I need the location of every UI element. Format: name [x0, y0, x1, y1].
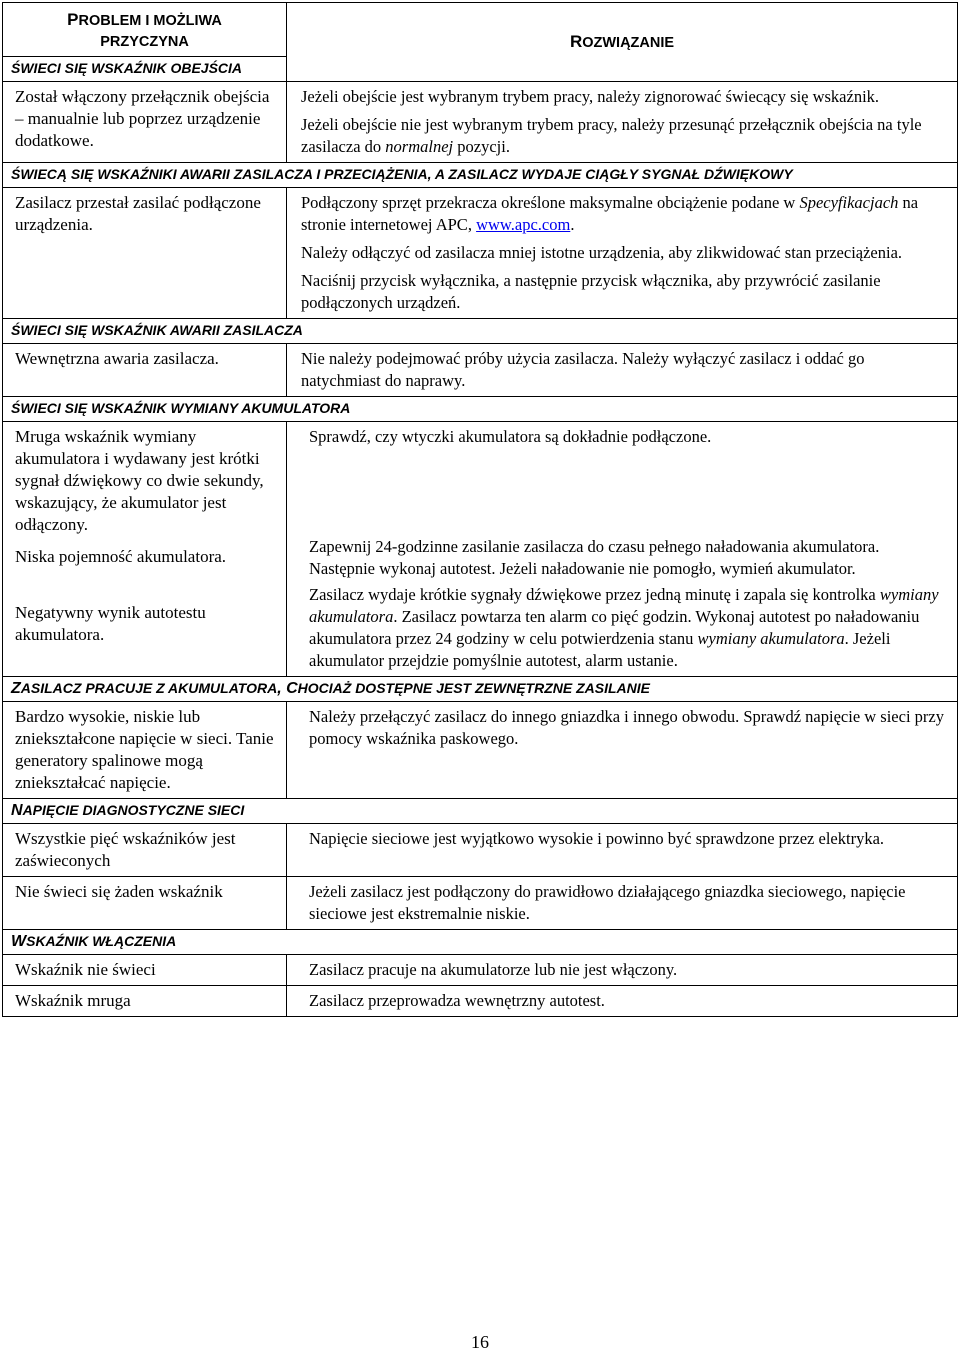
page-number: 16 [471, 1332, 489, 1352]
table-row [3, 82, 958, 163]
section-title-row [3, 163, 958, 188]
section-title-row [3, 799, 958, 824]
solution-cell: Sprawdź, czy wtyczki akumulatora są dokładnie podłączone. Zapewnij 24-godzinne zasilanie zasilacza do czasu pełnego naładowania akumulatora. Następnie wykonaj autotest. Jeżeli naładowanie nie pomogło, wymień akumulator. Zasilacz wydaje krótkie sygnały dźwiękowe przez jedną minutę i zapala się kontrolka wymiany akumulatora. Zasilacz powtarza ten alarm co pięć godzin. Wykonaj autotest po naładowaniu akumulatora przez 24 godziny w celu potwierdzenia stanu wymiany akumulatora. Jeżeli akumulator przejdzie pomyślnie autotest, alarm ustanie. [287, 422, 958, 677]
problem-cell: Wewnętrzna awaria zasilacza. [3, 344, 287, 397]
troubleshooting-table [2, 2, 958, 1017]
section-title-row [3, 319, 958, 344]
header-problem: PROBLEM I MOŻLIWA PRZYCZYNA [3, 3, 287, 57]
troubleshooting-page [2, 2, 957, 1017]
section-title-overload: ŚWIECĄ SIĘ WSKAŹNIKI AWARII ZASILACZA I PRZECIĄŻENIA, A ZASILACZ WYDAJE CIĄGŁY SYGNAŁ DŹWIĘKOWY [3, 163, 958, 188]
section-title-row [3, 397, 958, 422]
table-header-row [3, 3, 958, 57]
table-row [3, 344, 958, 397]
section-title-battery: ŚWIECI SIĘ WSKAŹNIK WYMIANY AKUMULATORA [3, 397, 958, 422]
problem-cell: Został włączony przełącznik obejścia – manualnie lub poprzez urządzenie dodatkowe. [3, 82, 287, 163]
solution-cell: Należy przełączyć zasilacz do innego gniazdka i innego obwodu. Sprawdź napięcie w sieci przy pomocy wskaźnika paskowego. [287, 702, 958, 799]
solution-cell: Zasilacz pracuje na akumulatorze lub nie jest włączony. [287, 955, 958, 986]
solution-cell: Napięcie sieciowe jest wyjątkowo wysokie i powinno być sprawdzone przez elektryka. [287, 824, 958, 877]
section-title-fault: ŚWIECI SIĘ WSKAŹNIK AWARII ZASILACZA [3, 319, 958, 344]
table-row [3, 877, 958, 930]
solution-cell: Nie należy podejmować próby użycia zasilacza. Należy wyłączyć zasilacz i oddać go natychmiast do naprawy. [287, 344, 958, 397]
table-row [3, 188, 958, 319]
solution-cell: Podłączony sprzęt przekracza określone maksymalne obciążenie podane w Specyfikacjach na stronie internetowej APC, www.apc.com. Należy odłączyć od zasilacza mniej istotne urządzenia, aby zlikwidować stan przeciążenia. Naciśnij przycisk wyłącznika, a następnie przycisk włącznika, aby przywrócić zasilanie podłączonych urządzeń. [287, 188, 958, 319]
section-title-row [3, 677, 958, 702]
table-row [3, 955, 958, 986]
table-row [3, 824, 958, 877]
apc-website-link[interactable]: www.apc.com [476, 215, 571, 234]
section-title-row [3, 930, 958, 955]
problem-cell: Bardzo wysokie, niskie lub zniekształcone napięcie w sieci. Tanie generatory spalinowe mogą zniekształcać napięcie. [3, 702, 287, 799]
problem-cell: Wszystkie pięć wskaźników jest zaświeconych [3, 824, 287, 877]
section-title-diagnostic: NAPIĘCIE DIAGNOSTYCZNE SIECI [3, 799, 958, 824]
problem-cell: Wskaźnik mruga [3, 986, 287, 1017]
problem-cell: Nie świeci się żaden wskaźnik [3, 877, 287, 930]
header-solution: ROZWIĄZANIE [287, 3, 958, 82]
table-row [3, 986, 958, 1017]
solution-cell: Zasilacz przeprowadza wewnętrzny autotest. [287, 986, 958, 1017]
solution-cell: Jeżeli zasilacz jest podłączony do prawidłowo działającego gniazdka sieciowego, napięcie sieciowe jest ekstremalnie niskie. [287, 877, 958, 930]
solution-cell: Jeżeli obejście jest wybranym trybem pracy, należy zignorować świecący się wskaźnik. Jeżeli obejście nie jest wybranym trybem pracy, należy przesunąć przełącznik obejścia na tyle zasilacza do normalnej pozycji. [287, 82, 958, 163]
table-row [3, 702, 958, 799]
section-title-power: WSKAŹNIK WŁĄCZENIA [3, 930, 958, 955]
section-title-on-battery: ZASILACZ PRACUJE Z AKUMULATORA, CHOCIAŻ DOSTĘPNE JEST ZEWNĘTRZNE ZASILANIE [3, 677, 958, 702]
problem-cell: Wskaźnik nie świeci [3, 955, 287, 986]
section-title-bypass: ŚWIECI SIĘ WSKAŹNIK OBEJŚCIA [3, 57, 287, 82]
table-row [3, 422, 958, 677]
problem-cell: Zasilacz przestał zasilać podłączone urządzenia. [3, 188, 287, 319]
problem-cell: Mruga wskaźnik wymiany akumulatora i wydawany jest krótki sygnał dźwiękowy co dwie sekundy, wskazujący, że akumulator jest odłączony. Niska pojemność akumulatora. Negatywny wynik autotestu akumulatora. [3, 422, 287, 677]
